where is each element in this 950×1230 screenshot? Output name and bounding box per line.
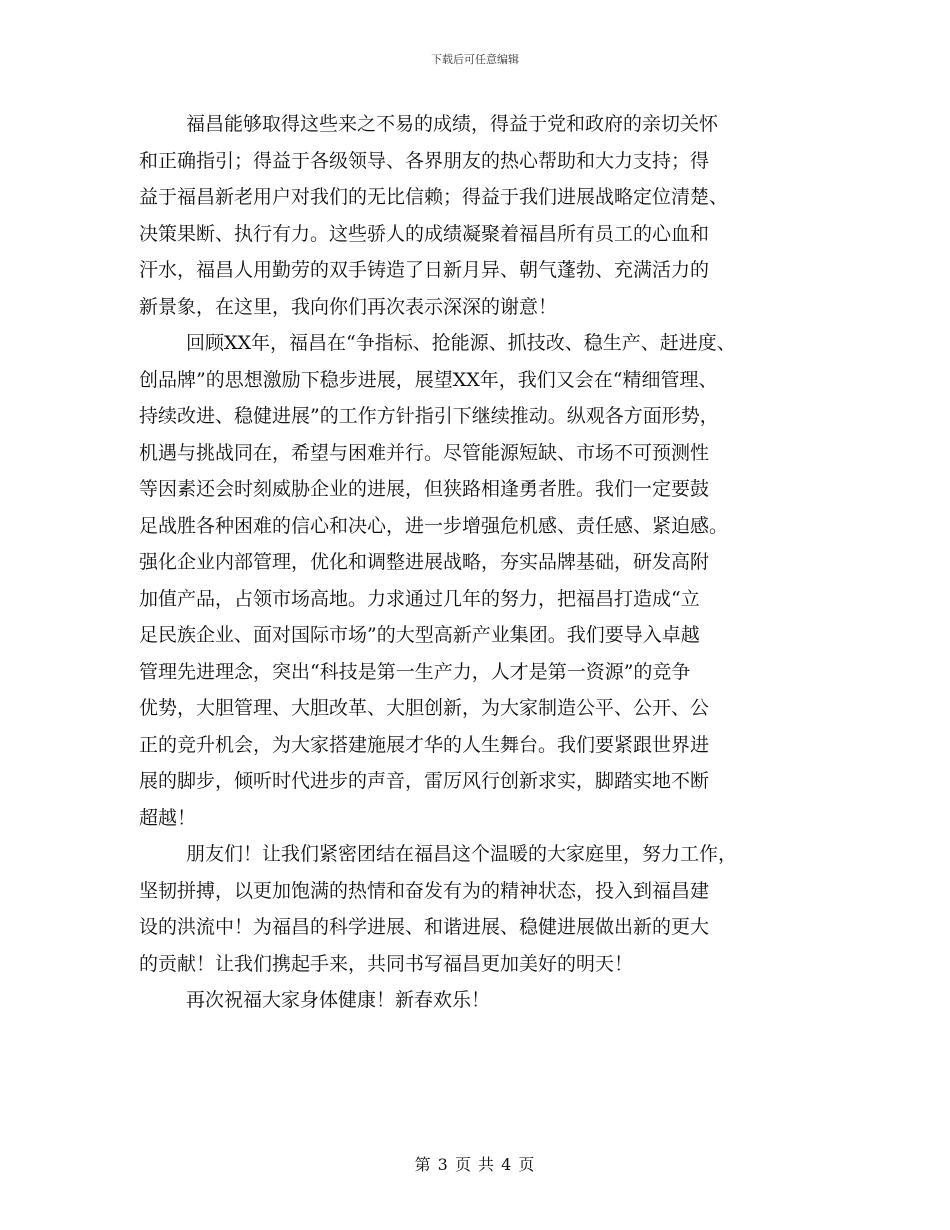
text-line: 再次祝福大家身体健康！新春欢乐！ — [186, 989, 491, 1011]
text-line: 展的脚步，倾听时代进步的声音，雷厉风行创新求实，脚踏实地不断 — [139, 770, 710, 792]
text-line: 创品牌”的思想激励下稳步进展，展望XX年，我们又会在“精细管理、 — [139, 368, 718, 391]
text-line: 足战胜各种困难的信心和决心，进一步增强危机感、责任感、紧迫感。 — [139, 514, 729, 537]
text-line: 超越！ — [139, 806, 197, 829]
text-line: 福昌能够取得这些来之不易的成绩，得益于党和政府的亲切关怀 — [186, 113, 719, 135]
text-line: 等因素还会时刻威胁企业的进展，但狭路相逢勇者胜。我们一定要鼓 — [139, 478, 710, 500]
text-line: 新景象，在这里，我向你们再次表示深深的谢意！ — [139, 295, 558, 318]
page-header: 下载后可任意编辑 — [431, 53, 519, 66]
text-line: 设的洪流中！为福昌的科学进展、和谐进展、稳健进展做出新的更大 — [139, 916, 710, 938]
document-body — [139, 106, 819, 1019]
text-line: 益于福昌新老用户对我们的无比信赖；得益于我们进展战略定位清楚、 — [139, 186, 729, 208]
text-line: 汗水，福昌人用勤劳的双手铸造了日新月异、朝气蓬勃、充满活力的 — [139, 259, 710, 281]
text-line: 朋友们！让我们紧密团结在福昌这个温暖的大家庭里，努力工作， — [186, 843, 738, 865]
text-line: 持续改进、稳健进展”的工作方针指引下继续推动。纵观各方面形势， — [139, 405, 719, 427]
text-line: 优势，大胆管理、大胆改革、大胆创新，为大家制造公平、公开、公 — [139, 697, 710, 719]
text-line: 足民族企业、面对国际市场”的大型高新产业集团。我们要导入卓越 — [139, 624, 700, 646]
text-line: 回顾XX年，福昌在“争指标、抢能源、抓技改、稳生产、赶进度、 — [186, 332, 736, 354]
text-line: 的贡献！让我们携起手来，共同书写福昌更加美好的明天！ — [139, 952, 634, 975]
text-line: 强化企业内部管理，优化和调整进展战略，夯实品牌基础，研发高附 — [139, 551, 710, 573]
text-line: 正的竞升机会，为大家搭建施展才华的人生舞台。我们要紧跟世界进 — [139, 733, 710, 756]
text-line: 管理先进理念，突出“科技是第一生产力，人才是第一资源”的竞争 — [139, 660, 691, 683]
text-line: 坚韧拼搏，以更加饱满的热情和奋发有为的精神状态，投入到福昌建 — [139, 879, 710, 902]
text-line: 决策果断、执行有力。这些骄人的成绩凝聚着福昌所有员工的心血和 — [139, 222, 710, 245]
text-line: 加值产品，占领市场高地。力求通过几年的努力，把福昌打造成“立 — [139, 587, 700, 610]
text-line: 和正确指引；得益于各级领导、各界朋友的热心帮助和大力支持；得 — [139, 149, 710, 172]
text-line: 机遇与挑战同在，希望与困难并行。尽管能源短缺、市场不可预测性 — [139, 441, 710, 464]
page-footer: 第 3 页 共 4 页 — [414, 1155, 536, 1174]
